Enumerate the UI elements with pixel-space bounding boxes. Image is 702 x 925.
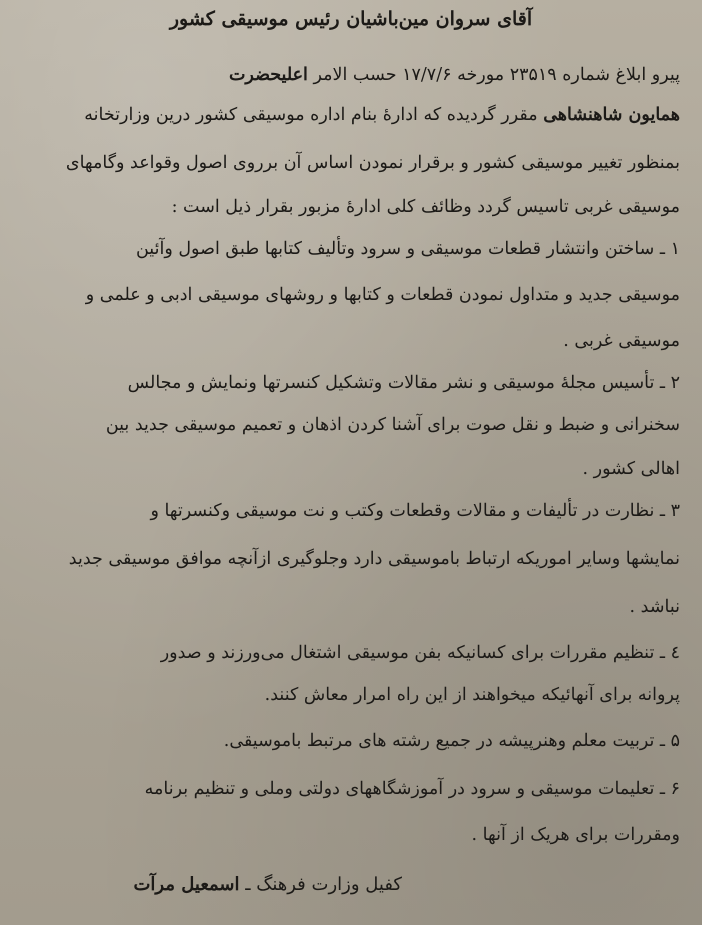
signatory-name: اسمعیل مرآت [133, 874, 240, 895]
body-line-10: اهالی کشور . [582, 459, 680, 479]
body-line-13: نباشد . [629, 597, 680, 617]
document-title: آقای سروان مین‌باشیان رئیس موسیقی کشور [169, 8, 533, 30]
body-line-2: همایون شاهنشاهی مقرر گردیده که ادارهٔ بنام اداره موسیقی کشور در‌ین وزارتخانه [84, 105, 680, 125]
body-line-17: ۶ ـ تعلیمات موسیقی و سرود در آموزشگاههای دولتی وملی و تنظیم برنامه [144, 779, 680, 799]
body-line-9: سخنرانی و ضبط و نقل صوت برای آشنا کردن اذهان و تعمیم موسیقی جدید بین [105, 415, 680, 435]
body-line-16: ۵ ـ تربیت معلم وهنرپیشه در جمیع رشته های مرتبط باموسیقی. [223, 731, 680, 751]
body-line-14: ٤ ـ تنظیم مقررات برای کسانیکه بفن موسیقی اشتغال می‌ورزند و صدور [160, 643, 680, 663]
body-line-11: ۳ ـ نظارت در تألیفات و مقالات وقطعات وکتب و نت موسیقی وکنسرتها و [150, 501, 680, 521]
body-line-1: پیرو ابلاغ شماره ۲۳۵۱۹ مورخه ۱۷/۷/۶ حسب الامر اعلیحضرت [228, 65, 680, 85]
body-line-18: ومقررات برای هریک از آنها . [471, 825, 680, 845]
signature-line: کفیل وزارت فرهنگ ـ اسمعیل مرآت [133, 874, 402, 895]
body-line-4: موسیقی غربی تاسیس گردد وظائف کلی ادارهٔ مزبور بقرار ذیل است : [171, 197, 680, 217]
body-line-7: موسیقی غربی . [563, 331, 680, 351]
body-line-3: بمنظور تغییر موسیقی کشور و برقرار نمودن اساس آن برروی اصول وقواعد وگامهای [65, 153, 680, 173]
emphasis-text: اعلیحضرت [228, 65, 308, 85]
body-line-15: پروانه برای آنهائیکه میخواهند از این راه امرار معاش کنند. [264, 685, 680, 705]
body-line-12: نمایشها وسایر اموریکه ارتباط باموسیقی دارد وجلوگیری ازآنچه موافق موسیقی جدید [68, 549, 680, 569]
emphasis-text: همایون شاهنشاهی [543, 105, 680, 125]
body-line-8: ۲ ـ تأسیس مجلهٔ موسیقی و نشر مقالات وتشکیل کنسرتها ونمایش و مجالس [127, 373, 680, 393]
body-line-5: ۱ ـ ساختن وانتشار قطعات موسیقی و سرود وتألیف کتابها طبق اصول وآئین [135, 239, 680, 259]
body-line-6: موسیقی جدید و متداول نمودن قطعات و کتابها و روشهای موسیقی ادبی و علمی و [85, 285, 680, 305]
